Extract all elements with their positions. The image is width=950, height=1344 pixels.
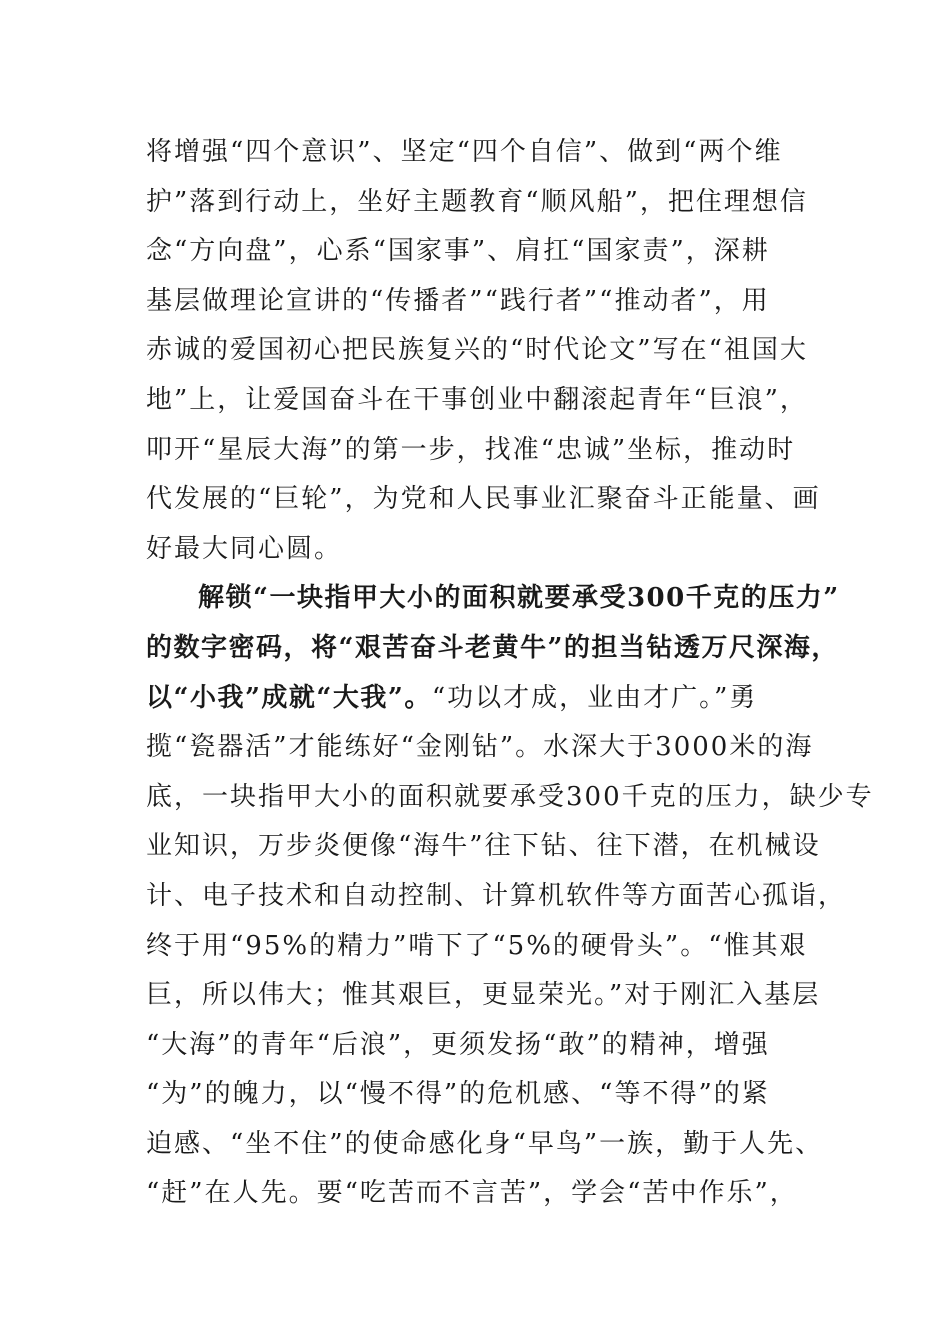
- text-line: 地”上，让爱国奋斗在干事创业中翻滚起青年“巨浪”，: [146, 384, 808, 415]
- text-line: 基层做理论宣讲的“传播者”“践行者”“推动者”，用: [146, 285, 770, 316]
- text-line: 好最大同心圆。: [146, 533, 343, 564]
- text-line: “为”的魄力，以“慢不得”的危机感、“等不得”的紧: [146, 1079, 770, 1110]
- text-line: 叩开“星辰大海”的第一步，找准“忠诚”坐标，推动时: [146, 434, 796, 465]
- text-line: “大海”的青年“后浪”，更须发扬“敢”的精神，增强: [146, 1029, 770, 1060]
- text-line: 代发展的“巨轮”，为党和人民事业汇聚奋斗正能量、画: [146, 484, 821, 515]
- text-line: 底，一块指甲大小的面积就要承受300千克的压力，缺少专: [146, 781, 874, 812]
- text-line: 将增强“四个意识”、坚定“四个自信”、做到“两个维: [146, 137, 783, 167]
- text-line: “赶”在人先。要“吃苦而不言苦”，学会“苦中作乐”，: [146, 1178, 798, 1209]
- text-line: 护”落到行动上，坐好主题教育“顺风船”，把住理想信: [146, 186, 808, 217]
- text-line: 迫感、“坐不住”的使命感化身“早鸟”一族，勤于人先、: [146, 1128, 824, 1159]
- text-line: 念“方向盘”，心系“国家事”、肩扛“国家责”，深耕: [146, 236, 770, 267]
- text-line: 计、电子技术和自动控制、计算机软件等方面苦心孤诣，: [146, 880, 847, 911]
- text-line: 巨，所以伟大；惟其艰巨，更显荣光。”对于刚汇入基层: [146, 980, 821, 1011]
- text-line: 赤诚的爱国初心把民族复兴的“时代论文”写在“祖国大: [146, 335, 808, 366]
- text-line: 揽“瓷器活”才能练好“金刚钻”。水深大于3000米的海: [146, 732, 814, 763]
- text-line: 业知识，万步炎便像“海牛”往下钻、往下潜，在机械设: [146, 831, 821, 862]
- bold-heading-line: 的数字密码，将“艰苦奋斗老黄牛”的担当钻透万尺深海，: [146, 632, 839, 663]
- text-line: 终于用“95%的精力”啃下了“5%的硬骨头”。“惟其艰: [146, 930, 808, 961]
- text-fragment: “功以才成，业由才广。”勇: [431, 682, 758, 713]
- mixed-line: [146, 674, 810, 724]
- bold-heading-fragment: 以“小我”成就“大我”。: [146, 682, 432, 713]
- bold-heading-line: 解锁“一块指甲大小的面积就要承受300千克的压力”: [198, 583, 840, 614]
